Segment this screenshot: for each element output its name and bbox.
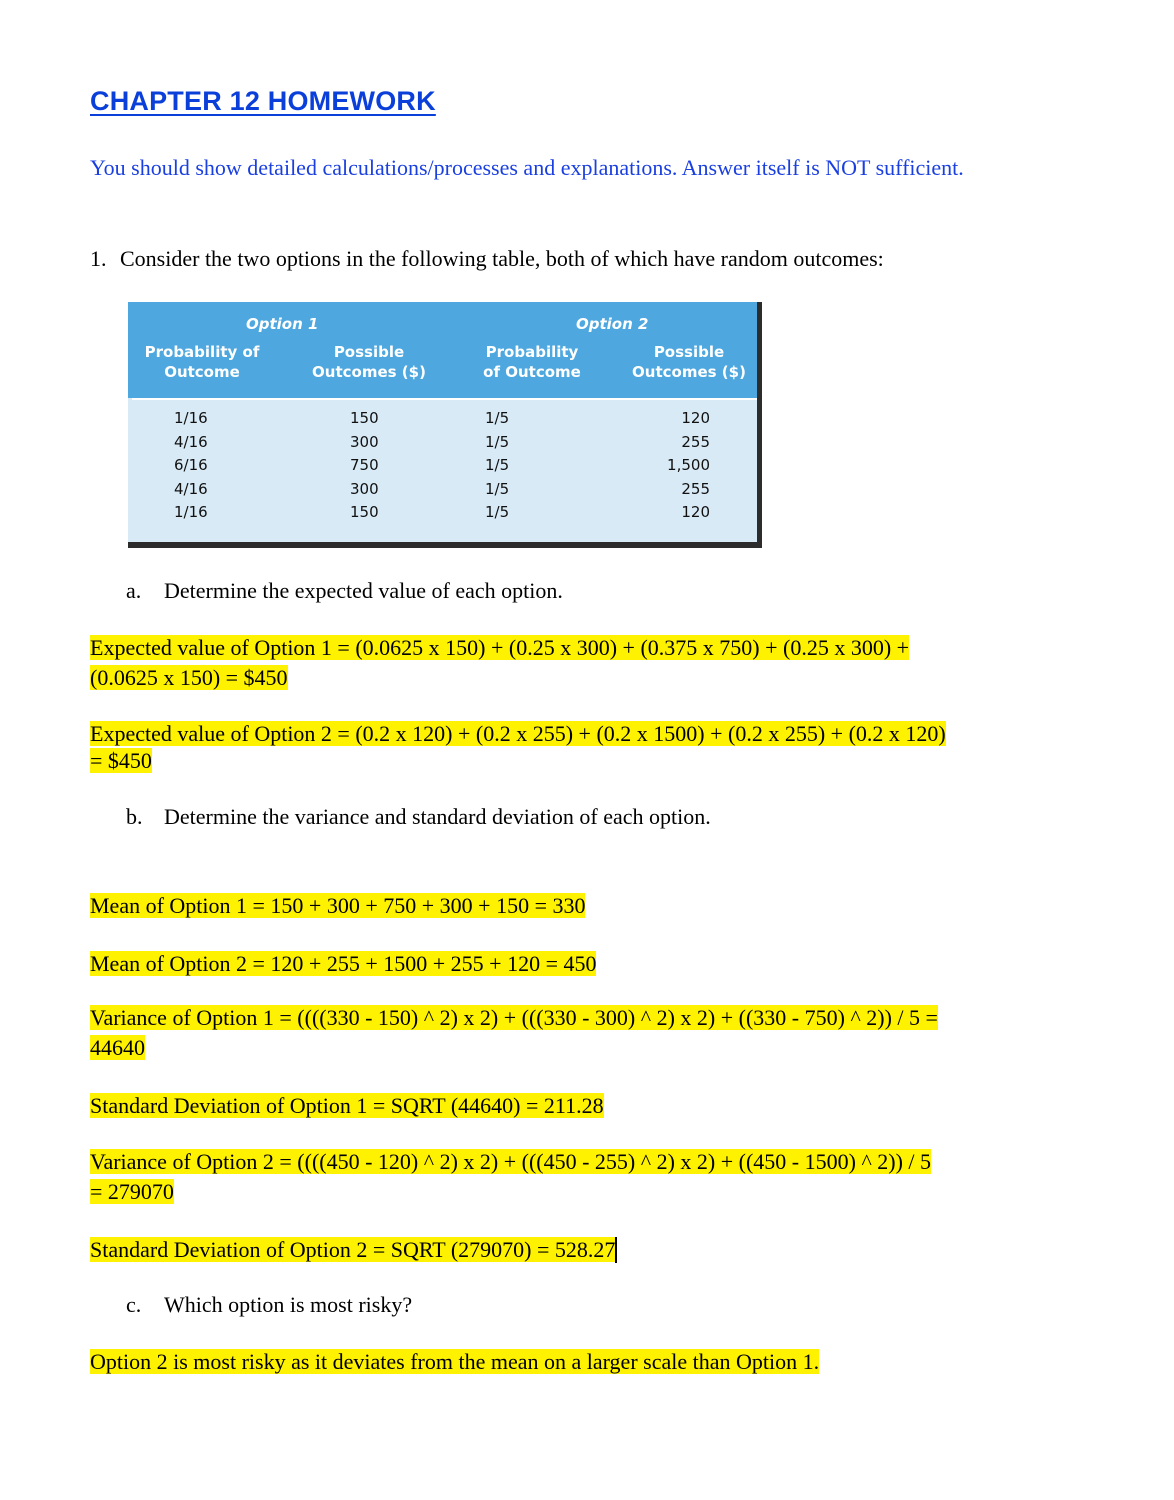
part-c-text: Which option is most risky? (164, 1292, 413, 1317)
table-cell: 1/5 (485, 432, 510, 451)
part-b-letter: b. (126, 804, 143, 829)
option-1-title: Option 1 (246, 315, 319, 333)
mean-option-2-text: Mean of Option 2 = 120 + 255 + 1500 + 255 + 120 = 450 (90, 951, 597, 976)
option-2-title: Option 2 (576, 315, 649, 333)
outcomes-table (128, 302, 762, 548)
table-cell: 750 (350, 456, 379, 474)
sd-option-2-text: Standard Deviation of Option 2 = SQRT (279070) = 528.27 (90, 1237, 616, 1262)
question-1-text: Consider the two options in the following table, both of which have random outcomes: (120, 246, 884, 271)
table-cell: 255 (681, 479, 710, 498)
table-cell: 1/5 (485, 409, 510, 427)
answer-c-text: Option 2 is most risky as it deviates from the mean on a larger scale than Option 1. (90, 1349, 820, 1374)
sd-option-2 (90, 1236, 617, 1264)
header-divider (132, 398, 757, 400)
table-cell: 1/5 (485, 503, 510, 521)
part-b-question (126, 804, 711, 830)
table-cell: 1/16 (174, 409, 208, 427)
part-b-text: Determine the variance and standard deviation of each option. (164, 804, 711, 829)
col-outcomes-2-header: Possible Outcomes ($) (632, 343, 746, 381)
answer-a-option-1 (90, 634, 1070, 692)
text-cursor (615, 1237, 617, 1263)
col-probability-2-header: Probability of Outcome (483, 343, 581, 381)
col-probability-1-header: Probability of Outcome (144, 343, 260, 381)
table-cell: 1/5 (485, 456, 510, 474)
table-cell: 1,500 (667, 456, 710, 474)
table-cell: 4/16 (174, 479, 208, 498)
table-shadow-right (757, 302, 762, 548)
table-cell: 150 (350, 409, 379, 427)
variance-1-line: Variance of Option 1 = ((((330 - 150) ^ 2) x 2) + (((330 - 300) ^ 2) x 2) + ((330 - 750) ^ 2)) / 5 = (90, 1005, 938, 1030)
table-cell: 255 (681, 432, 710, 451)
question-1-number: 1. (90, 246, 107, 271)
part-a-text: Determine the expected value of each option. (164, 578, 563, 603)
variance-option-1 (90, 1004, 1090, 1062)
document-title: CHAPTER 12 HOMEWORK (90, 86, 436, 116)
variance-option-2 (90, 1148, 1090, 1206)
table-cell: 4/16 (174, 432, 208, 451)
mean-option-1 (90, 892, 585, 920)
table-cell: 120 (681, 409, 710, 427)
col-outcomes-2 (648, 407, 710, 525)
variance-2-line: = 279070 (90, 1179, 174, 1204)
table-cell: 6/16 (174, 456, 208, 474)
col-outcomes-1 (350, 407, 379, 525)
mean-option-2 (90, 950, 596, 978)
col-outcomes-1-header: Possible Outcomes ($) (312, 343, 426, 381)
sd-option-1-text: Standard Deviation of Option 1 = SQRT (44640) = 211.28 (90, 1093, 604, 1118)
answer-a2-line: = $450 (90, 748, 152, 773)
table-cell: 1/16 (174, 503, 208, 521)
variance-1-line: 44640 (90, 1035, 145, 1060)
question-1 (90, 246, 884, 272)
answer-c (90, 1348, 819, 1376)
col-probability-1 (174, 407, 208, 525)
table-cell: 120 (681, 503, 710, 521)
mean-option-1-text: Mean of Option 1 = 150 + 300 + 750 + 300 + 150 = 330 (90, 893, 586, 918)
table-cell: 1/5 (485, 479, 510, 498)
col-probability-2 (485, 407, 509, 525)
part-a-question (126, 578, 563, 604)
sd-option-1 (90, 1092, 604, 1120)
table-cell: 300 (350, 432, 379, 451)
part-c-letter: c. (126, 1292, 142, 1317)
table-cell: 300 (350, 479, 379, 498)
instructions: You should show detailed calculations/processes and explanations. Answer itself is NOT sufficient. (90, 155, 964, 180)
table-shadow-bottom (128, 542, 762, 548)
answer-a1-line: (0.0625 x 150) = $450 (90, 665, 288, 690)
answer-a-option-2 (90, 720, 1070, 775)
table-cell: 150 (350, 503, 379, 521)
part-a-letter: a. (126, 578, 142, 603)
variance-2-line: Variance of Option 2 = ((((450 - 120) ^ 2) x 2) + (((450 - 255) ^ 2) x 2) + ((450 - 1500) ^ 2)) / 5 (90, 1149, 932, 1174)
answer-a1-line: Expected value of Option 1 = (0.0625 x 150) + (0.25 x 300) + (0.375 x 750) + (0.25 x 300) + (90, 635, 910, 660)
part-c-question (126, 1292, 412, 1318)
answer-a2-line: Expected value of Option 2 = (0.2 x 120) + (0.2 x 255) + (0.2 x 1500) + (0.2 x 255) + (0.2 x 120) (90, 721, 946, 746)
